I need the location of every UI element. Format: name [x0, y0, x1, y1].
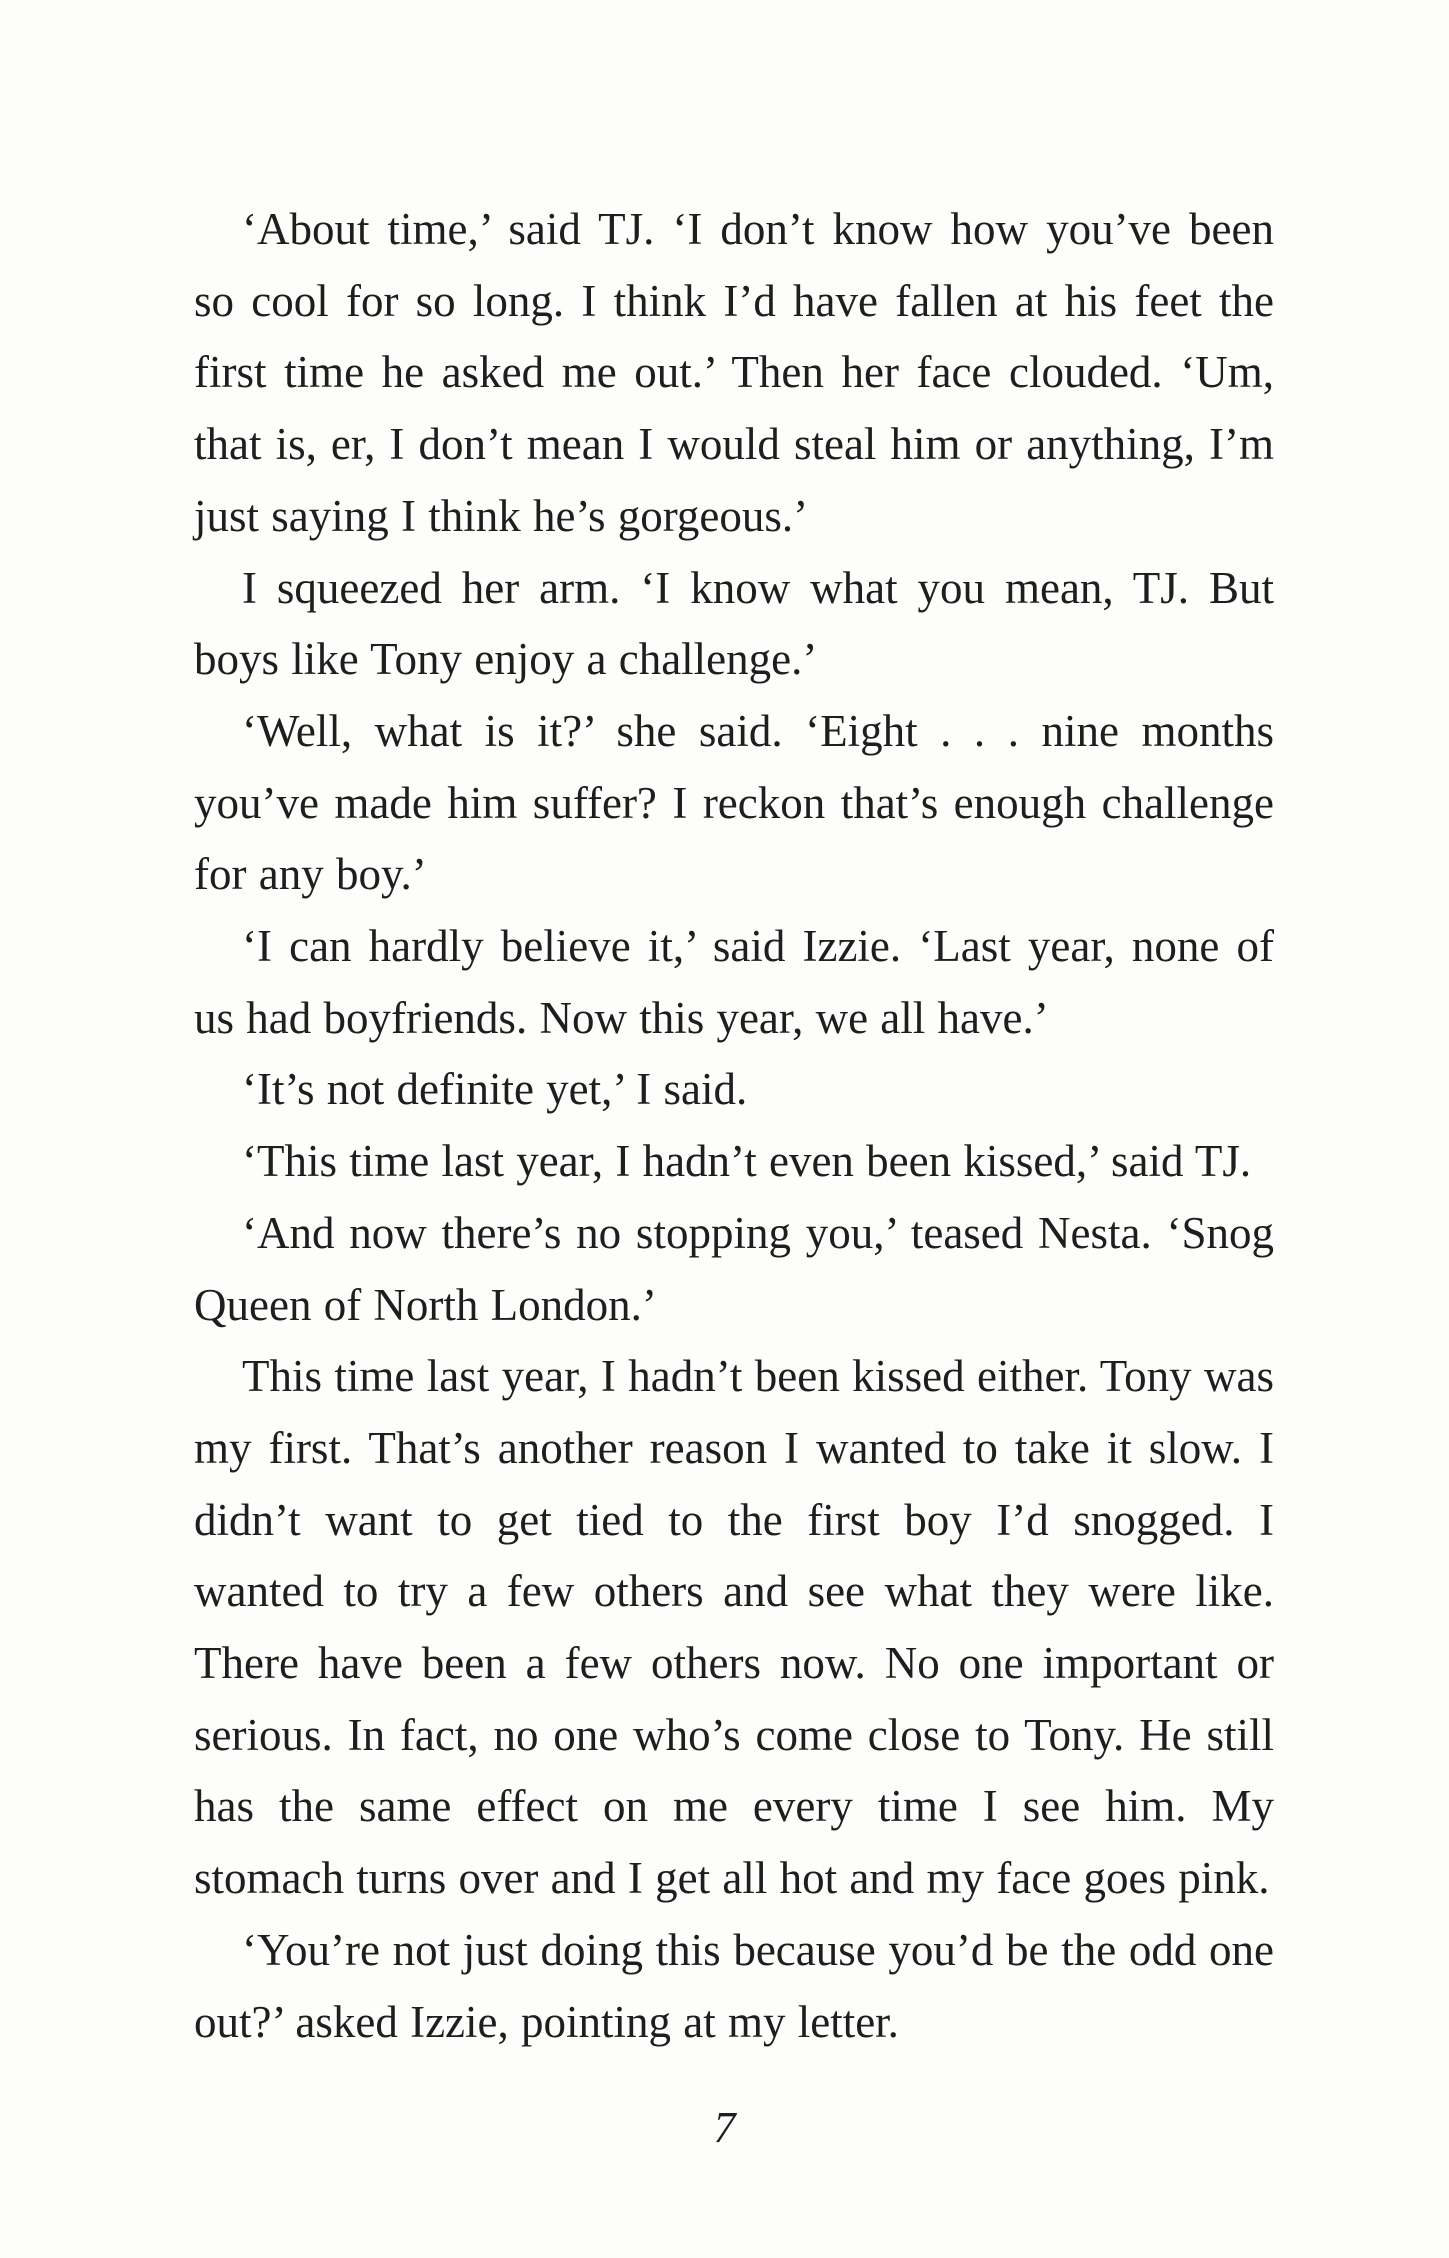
paragraph-7: ‘And now there’s no stopping you,’ teased Nesta. ‘Snog Queen of North London.’: [194, 1207, 1274, 1330]
paragraph-1: ‘About time,’ said TJ. ‘I don’t know how you’ve been so cool for so long. I think I’d have fallen at his feet the first time he asked me out.’ Then her face clouded. ‘Um, that is, er, I don’t mean I would steal him or anything, I’m just saying I think he’s gorgeous.’: [194, 204, 1274, 541]
paragraph-3: ‘Well, what is it?’ she said. ‘Eight . . . nine months you’ve made him suffer? I reckon that’s enough challenge for any boy.’: [194, 705, 1274, 900]
body-text: [194, 194, 1274, 2058]
paragraph-6: ‘This time last year, I hadn’t even been kissed,’ said TJ.: [242, 1136, 1252, 1187]
paragraph-9: ‘You’re not just doing this because you’d be the odd one out?’ asked Izzie, pointing at my letter.: [194, 1924, 1274, 2047]
paragraph-8: This time last year, I hadn’t been kissed either. Tony was my first. That’s another reason I wanted to take it slow. I didn’t want to get tied to the first boy I’d snogged. I wanted to try a few others and see what they were like. There have been a few others now. No one important or serious. In fact, no one who’s come close to Tony. He still has the same effect on me every time I see him. My stomach turns over and I get all hot and my face goes pink.: [194, 1351, 1274, 1904]
paragraph-2: I squeezed her arm. ‘I know what you mean, TJ. But boys like Tony enjoy a challenge.’: [194, 562, 1274, 685]
paragraph-4: ‘I can hardly believe it,’ said Izzie. ‘Last year, none of us had boyfriends. Now this year, we all have.’: [194, 921, 1274, 1043]
page-number: 7: [713, 2103, 736, 2152]
paragraph-5: ‘It’s not definite yet,’ I said.: [242, 1064, 748, 1115]
